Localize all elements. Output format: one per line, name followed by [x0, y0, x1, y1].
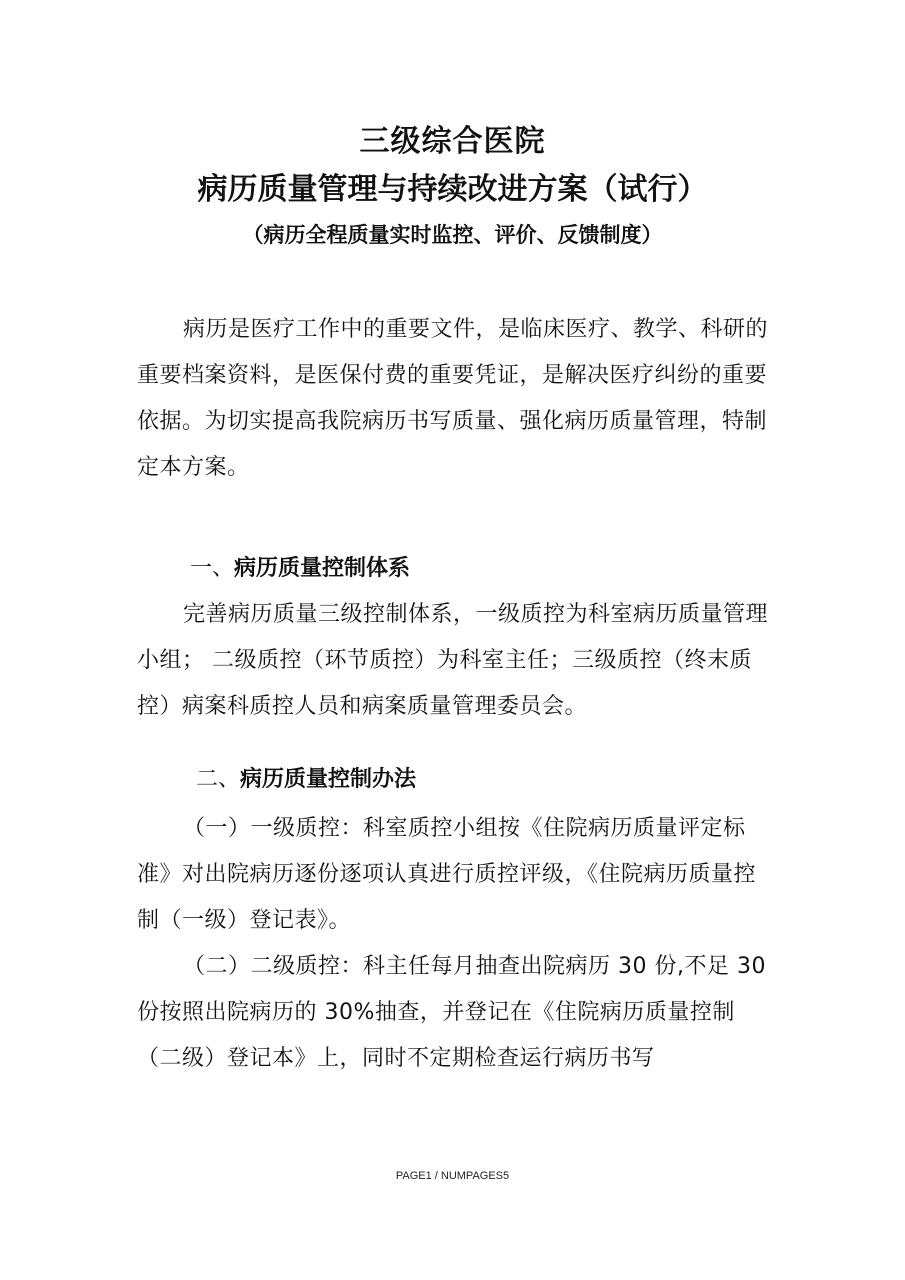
document-title-line1: 三级综合医院 [359, 124, 546, 159]
document-title-line2: 病历质量管理与持续改进方案（试行） [197, 172, 708, 207]
section2-item-1: （一）一级质控：科室质控小组按《住院病历质量评定标准》对出院病历逐份逐项认真进行质控评级，《住院病历质量控制（一级）登记表》。 [137, 816, 757, 933]
document-subtitle: （病历全程质量实时监控、评价、反馈制度） [242, 223, 663, 247]
section2-number: 二、 [196, 767, 241, 792]
section2-title: 病历质量控制办法 [240, 767, 417, 792]
section2-item-2: （二）二级质控：科主任每月抽查出院病历 30 份,不足 30 份按照出院病历的 30%抽查，并登记在《住院病历质量控制（二级）登记本》上，同时不定期检查运行病历书写 [137, 954, 766, 1071]
intro-section [137, 307, 772, 491]
section1-body [137, 592, 772, 730]
section2-body [137, 806, 772, 1082]
section1-paragraph: 完善病历质量三级控制体系，一级质控为科室病历质量管理小组； 二级质控（环节质控）为科室主任；三级质控（终末质控）病案科质控人员和病案质量管理委员会。 [137, 602, 769, 719]
section1-title: 病历质量控制体系 [234, 556, 411, 581]
section2-heading [196, 757, 416, 803]
title-block [0, 120, 905, 252]
intro-paragraph: 病历是医疗工作中的重要文件，是临床医疗、教学、科研的重要档案资料，是医保付费的重要凭证，是解决医疗纠纷的重要依据。为切实提高我院病历书写质量、强化病历质量管理，特制定本方案。 [137, 317, 769, 480]
section1-number: 一、 [190, 556, 235, 581]
page-footer: PAGE1 / NUMPAGES5 [395, 1170, 510, 1182]
section1-heading [190, 546, 410, 592]
